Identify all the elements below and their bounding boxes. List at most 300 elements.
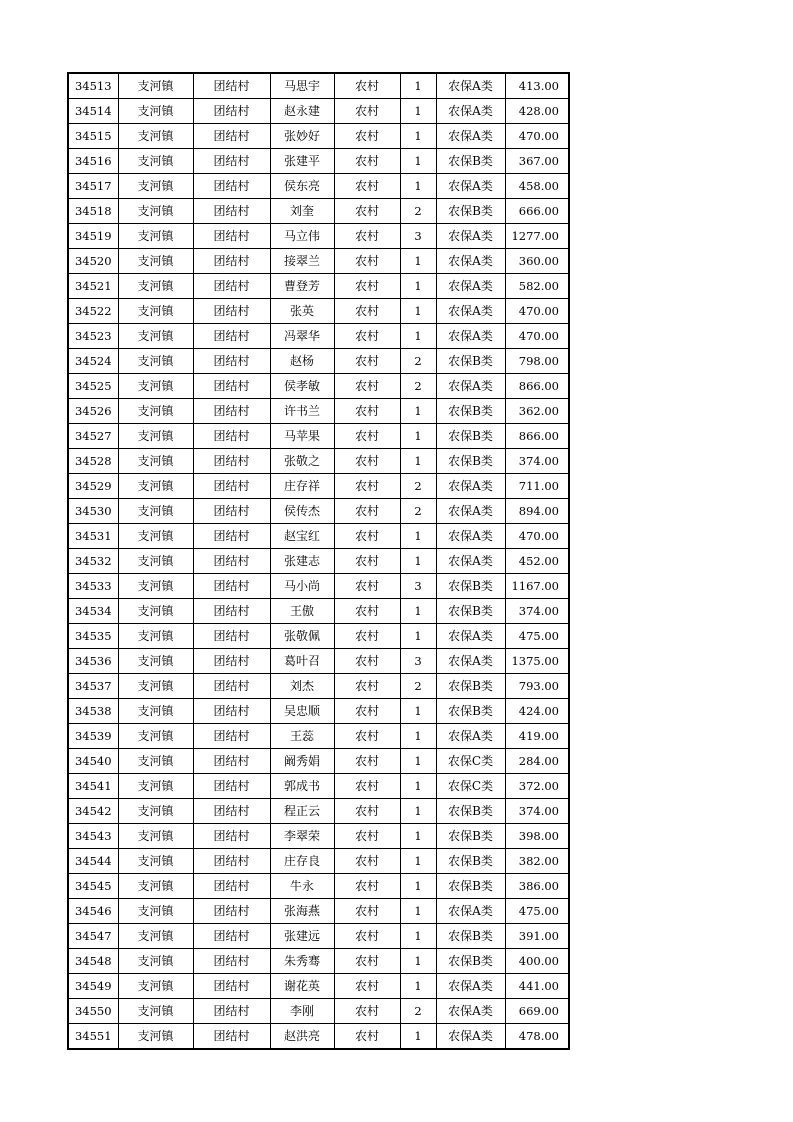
household-size-cell: 1 [400,799,436,824]
village-cell: 团结村 [193,549,270,574]
amount-cell: 374.00 [505,449,569,474]
insurance-category-cell: 农保A类 [436,974,505,999]
record-id-cell: 34513 [68,73,118,99]
village-cell: 团结村 [193,924,270,949]
village-cell: 团结村 [193,324,270,349]
table-row [68,499,569,524]
table-row [68,73,569,99]
town-cell: 支河镇 [118,224,193,249]
amount-cell: 413.00 [505,73,569,99]
table-row [68,574,569,599]
insurance-category-cell: 农保C类 [436,749,505,774]
document-sheet [67,72,570,1050]
amount-cell: 367.00 [505,149,569,174]
village-cell: 团结村 [193,674,270,699]
village-cell: 团结村 [193,899,270,924]
household-size-cell: 2 [400,349,436,374]
household-type-cell: 农村 [334,524,400,549]
insurance-category-cell: 农保B类 [436,799,505,824]
name-cell: 侯传杰 [270,499,334,524]
village-cell: 团结村 [193,374,270,399]
insurance-category-cell: 农保A类 [436,624,505,649]
insurance-category-cell: 农保A类 [436,299,505,324]
table-row [68,674,569,699]
record-id-cell: 34523 [68,324,118,349]
town-cell: 支河镇 [118,674,193,699]
household-size-cell: 3 [400,224,436,249]
village-cell: 团结村 [193,724,270,749]
household-type-cell: 农村 [334,174,400,199]
insurance-category-cell: 农保A类 [436,1024,505,1050]
insurance-category-cell: 农保B类 [436,824,505,849]
village-cell: 团结村 [193,624,270,649]
insurance-category-cell: 农保A类 [436,124,505,149]
insurance-category-cell: 农保B类 [436,149,505,174]
household-size-cell: 1 [400,824,436,849]
town-cell: 支河镇 [118,499,193,524]
village-cell: 团结村 [193,399,270,424]
household-size-cell: 3 [400,574,436,599]
village-cell: 团结村 [193,199,270,224]
village-cell: 团结村 [193,824,270,849]
village-cell: 团结村 [193,99,270,124]
insurance-category-cell: 农保A类 [436,899,505,924]
name-cell: 庄存良 [270,849,334,874]
town-cell: 支河镇 [118,774,193,799]
village-cell: 团结村 [193,849,270,874]
name-cell: 牛永 [270,874,334,899]
record-id-cell: 34519 [68,224,118,249]
record-id-cell: 34538 [68,699,118,724]
town-cell: 支河镇 [118,274,193,299]
record-id-cell: 34529 [68,474,118,499]
name-cell: 朱秀骞 [270,949,334,974]
name-cell: 张敬之 [270,449,334,474]
name-cell: 张妙好 [270,124,334,149]
village-cell: 团结村 [193,524,270,549]
name-cell: 程正云 [270,799,334,824]
name-cell: 马小尚 [270,574,334,599]
town-cell: 支河镇 [118,549,193,574]
household-size-cell: 1 [400,73,436,99]
table-row [68,924,569,949]
town-cell: 支河镇 [118,899,193,924]
village-cell: 团结村 [193,799,270,824]
town-cell: 支河镇 [118,924,193,949]
household-size-cell: 1 [400,624,436,649]
record-id-cell: 34522 [68,299,118,324]
household-size-cell: 1 [400,449,436,474]
name-cell: 张建志 [270,549,334,574]
town-cell: 支河镇 [118,749,193,774]
household-type-cell: 农村 [334,974,400,999]
insurance-category-cell: 农保A类 [436,474,505,499]
town-cell: 支河镇 [118,199,193,224]
table-row [68,299,569,324]
household-size-cell: 2 [400,474,436,499]
household-size-cell: 1 [400,849,436,874]
household-size-cell: 1 [400,699,436,724]
record-id-cell: 34525 [68,374,118,399]
name-cell: 张建平 [270,149,334,174]
household-size-cell: 1 [400,249,436,274]
town-cell: 支河镇 [118,324,193,349]
household-size-cell: 1 [400,524,436,549]
household-type-cell: 农村 [334,224,400,249]
insurance-category-cell: 农保A类 [436,499,505,524]
name-cell: 张建远 [270,924,334,949]
town-cell: 支河镇 [118,824,193,849]
town-cell: 支河镇 [118,974,193,999]
village-cell: 团结村 [193,749,270,774]
household-type-cell: 农村 [334,149,400,174]
village-cell: 团结村 [193,449,270,474]
amount-cell: 470.00 [505,124,569,149]
town-cell: 支河镇 [118,124,193,149]
record-id-cell: 34545 [68,874,118,899]
village-cell: 团结村 [193,949,270,974]
household-type-cell: 农村 [334,999,400,1024]
village-cell: 团结村 [193,974,270,999]
name-cell: 葛叶召 [270,649,334,674]
household-type-cell: 农村 [334,699,400,724]
insurance-category-cell: 农保B类 [436,199,505,224]
household-size-cell: 1 [400,599,436,624]
amount-cell: 360.00 [505,249,569,274]
household-size-cell: 1 [400,974,436,999]
household-size-cell: 1 [400,549,436,574]
record-id-cell: 34527 [68,424,118,449]
household-size-cell: 1 [400,274,436,299]
table-row [68,474,569,499]
village-cell: 团结村 [193,699,270,724]
table-row [68,199,569,224]
name-cell: 李刚 [270,999,334,1024]
household-type-cell: 农村 [334,924,400,949]
relief-roster-table [67,72,570,1050]
household-type-cell: 农村 [334,949,400,974]
name-cell: 王傲 [270,599,334,624]
insurance-category-cell: 农保C类 [436,774,505,799]
household-type-cell: 农村 [334,399,400,424]
amount-cell: 475.00 [505,624,569,649]
amount-cell: 470.00 [505,299,569,324]
household-size-cell: 1 [400,424,436,449]
insurance-category-cell: 农保A类 [436,249,505,274]
amount-cell: 386.00 [505,874,569,899]
household-size-cell: 1 [400,124,436,149]
town-cell: 支河镇 [118,249,193,274]
name-cell: 侯孝敏 [270,374,334,399]
record-id-cell: 34541 [68,774,118,799]
town-cell: 支河镇 [118,874,193,899]
village-cell: 团结村 [193,499,270,524]
town-cell: 支河镇 [118,524,193,549]
village-cell: 团结村 [193,999,270,1024]
name-cell: 马思宇 [270,73,334,99]
insurance-category-cell: 农保A类 [436,724,505,749]
household-size-cell: 1 [400,174,436,199]
record-id-cell: 34534 [68,599,118,624]
household-type-cell: 农村 [334,474,400,499]
record-id-cell: 34549 [68,974,118,999]
household-type-cell: 农村 [334,324,400,349]
village-cell: 团结村 [193,124,270,149]
table-row [68,249,569,274]
insurance-category-cell: 农保B类 [436,674,505,699]
table-row [68,899,569,924]
name-cell: 马苹果 [270,424,334,449]
household-size-cell: 1 [400,949,436,974]
household-type-cell: 农村 [334,799,400,824]
amount-cell: 441.00 [505,974,569,999]
amount-cell: 669.00 [505,999,569,1024]
amount-cell: 711.00 [505,474,569,499]
household-type-cell: 农村 [334,499,400,524]
amount-cell: 1375.00 [505,649,569,674]
town-cell: 支河镇 [118,574,193,599]
village-cell: 团结村 [193,649,270,674]
insurance-category-cell: 农保A类 [436,224,505,249]
household-type-cell: 农村 [334,424,400,449]
name-cell: 张敬佩 [270,624,334,649]
table-row [68,824,569,849]
household-size-cell: 1 [400,99,436,124]
name-cell: 谢花英 [270,974,334,999]
village-cell: 团结村 [193,874,270,899]
household-type-cell: 农村 [334,624,400,649]
town-cell: 支河镇 [118,474,193,499]
household-type-cell: 农村 [334,874,400,899]
insurance-category-cell: 农保B类 [436,874,505,899]
table-row [68,699,569,724]
town-cell: 支河镇 [118,649,193,674]
table-row [68,349,569,374]
amount-cell: 470.00 [505,324,569,349]
record-id-cell: 34520 [68,249,118,274]
insurance-category-cell: 农保B类 [436,599,505,624]
village-cell: 团结村 [193,774,270,799]
household-type-cell: 农村 [334,774,400,799]
record-id-cell: 34548 [68,949,118,974]
household-type-cell: 农村 [334,649,400,674]
insurance-category-cell: 农保B类 [436,924,505,949]
household-size-cell: 1 [400,299,436,324]
table-row [68,324,569,349]
household-type-cell: 农村 [334,724,400,749]
insurance-category-cell: 农保A类 [436,649,505,674]
record-id-cell: 34531 [68,524,118,549]
amount-cell: 398.00 [505,824,569,849]
amount-cell: 284.00 [505,749,569,774]
name-cell: 郭成书 [270,774,334,799]
record-id-cell: 34537 [68,674,118,699]
name-cell: 冯翠华 [270,324,334,349]
name-cell: 张海燕 [270,899,334,924]
table-row [68,624,569,649]
village-cell: 团结村 [193,599,270,624]
town-cell: 支河镇 [118,349,193,374]
table-row [68,124,569,149]
name-cell: 接翠兰 [270,249,334,274]
town-cell: 支河镇 [118,699,193,724]
town-cell: 支河镇 [118,149,193,174]
town-cell: 支河镇 [118,949,193,974]
name-cell: 曹登芳 [270,274,334,299]
name-cell: 马立伟 [270,224,334,249]
name-cell: 刘杰 [270,674,334,699]
household-size-cell: 1 [400,724,436,749]
town-cell: 支河镇 [118,799,193,824]
household-size-cell: 1 [400,399,436,424]
household-type-cell: 农村 [334,124,400,149]
record-id-cell: 34532 [68,549,118,574]
town-cell: 支河镇 [118,599,193,624]
amount-cell: 1277.00 [505,224,569,249]
name-cell: 刘奎 [270,199,334,224]
household-type-cell: 农村 [334,299,400,324]
name-cell: 庄存祥 [270,474,334,499]
record-id-cell: 34521 [68,274,118,299]
table-row [68,449,569,474]
record-id-cell: 34528 [68,449,118,474]
amount-cell: 866.00 [505,424,569,449]
record-id-cell: 34515 [68,124,118,149]
household-size-cell: 1 [400,774,436,799]
town-cell: 支河镇 [118,724,193,749]
record-id-cell: 34540 [68,749,118,774]
household-type-cell: 农村 [334,73,400,99]
village-cell: 团结村 [193,574,270,599]
village-cell: 团结村 [193,249,270,274]
amount-cell: 391.00 [505,924,569,949]
table-row [68,149,569,174]
amount-cell: 400.00 [505,949,569,974]
town-cell: 支河镇 [118,399,193,424]
amount-cell: 798.00 [505,349,569,374]
household-size-cell: 2 [400,199,436,224]
town-cell: 支河镇 [118,99,193,124]
household-type-cell: 农村 [334,549,400,574]
household-size-cell: 1 [400,749,436,774]
insurance-category-cell: 农保A类 [436,549,505,574]
name-cell: 赵永建 [270,99,334,124]
amount-cell: 793.00 [505,674,569,699]
record-id-cell: 34518 [68,199,118,224]
record-id-cell: 34551 [68,1024,118,1050]
table-row [68,774,569,799]
table-row [68,524,569,549]
name-cell: 吴忠顺 [270,699,334,724]
household-type-cell: 农村 [334,899,400,924]
village-cell: 团结村 [193,174,270,199]
record-id-cell: 34543 [68,824,118,849]
household-size-cell: 2 [400,374,436,399]
village-cell: 团结村 [193,73,270,99]
insurance-category-cell: 农保A类 [436,374,505,399]
insurance-category-cell: 农保A类 [436,274,505,299]
insurance-category-cell: 农保A类 [436,174,505,199]
amount-cell: 866.00 [505,374,569,399]
amount-cell: 382.00 [505,849,569,874]
household-type-cell: 农村 [334,449,400,474]
record-id-cell: 34544 [68,849,118,874]
household-size-cell: 1 [400,1024,436,1050]
record-id-cell: 34546 [68,899,118,924]
amount-cell: 452.00 [505,549,569,574]
insurance-category-cell: 农保A类 [436,73,505,99]
household-type-cell: 农村 [334,674,400,699]
household-size-cell: 2 [400,674,436,699]
insurance-category-cell: 农保B类 [436,574,505,599]
town-cell: 支河镇 [118,374,193,399]
table-body [68,73,569,1049]
household-size-cell: 1 [400,874,436,899]
insurance-category-cell: 农保A类 [436,99,505,124]
amount-cell: 470.00 [505,524,569,549]
amount-cell: 374.00 [505,799,569,824]
insurance-category-cell: 农保A类 [436,324,505,349]
record-id-cell: 34530 [68,499,118,524]
amount-cell: 428.00 [505,99,569,124]
name-cell: 赵杨 [270,349,334,374]
household-type-cell: 农村 [334,824,400,849]
village-cell: 团结村 [193,1024,270,1050]
name-cell: 李翠荣 [270,824,334,849]
household-size-cell: 1 [400,149,436,174]
table-row [68,424,569,449]
household-type-cell: 农村 [334,574,400,599]
household-type-cell: 农村 [334,99,400,124]
town-cell: 支河镇 [118,174,193,199]
household-type-cell: 农村 [334,1024,400,1050]
insurance-category-cell: 农保B类 [436,699,505,724]
table-row [68,399,569,424]
amount-cell: 424.00 [505,699,569,724]
table-row [68,649,569,674]
village-cell: 团结村 [193,474,270,499]
household-type-cell: 农村 [334,749,400,774]
table-row [68,799,569,824]
record-id-cell: 34542 [68,799,118,824]
name-cell: 阚秀娟 [270,749,334,774]
household-size-cell: 3 [400,649,436,674]
amount-cell: 458.00 [505,174,569,199]
record-id-cell: 34547 [68,924,118,949]
table-row [68,949,569,974]
amount-cell: 478.00 [505,1024,569,1050]
table-row [68,99,569,124]
table-row [68,174,569,199]
table-row [68,724,569,749]
record-id-cell: 34536 [68,649,118,674]
village-cell: 团结村 [193,299,270,324]
insurance-category-cell: 农保A类 [436,999,505,1024]
household-size-cell: 2 [400,499,436,524]
town-cell: 支河镇 [118,299,193,324]
name-cell: 赵宝红 [270,524,334,549]
amount-cell: 362.00 [505,399,569,424]
town-cell: 支河镇 [118,624,193,649]
table-row [68,999,569,1024]
insurance-category-cell: 农保B类 [436,399,505,424]
village-cell: 团结村 [193,274,270,299]
town-cell: 支河镇 [118,849,193,874]
table-row [68,974,569,999]
household-size-cell: 1 [400,899,436,924]
household-type-cell: 农村 [334,374,400,399]
amount-cell: 419.00 [505,724,569,749]
